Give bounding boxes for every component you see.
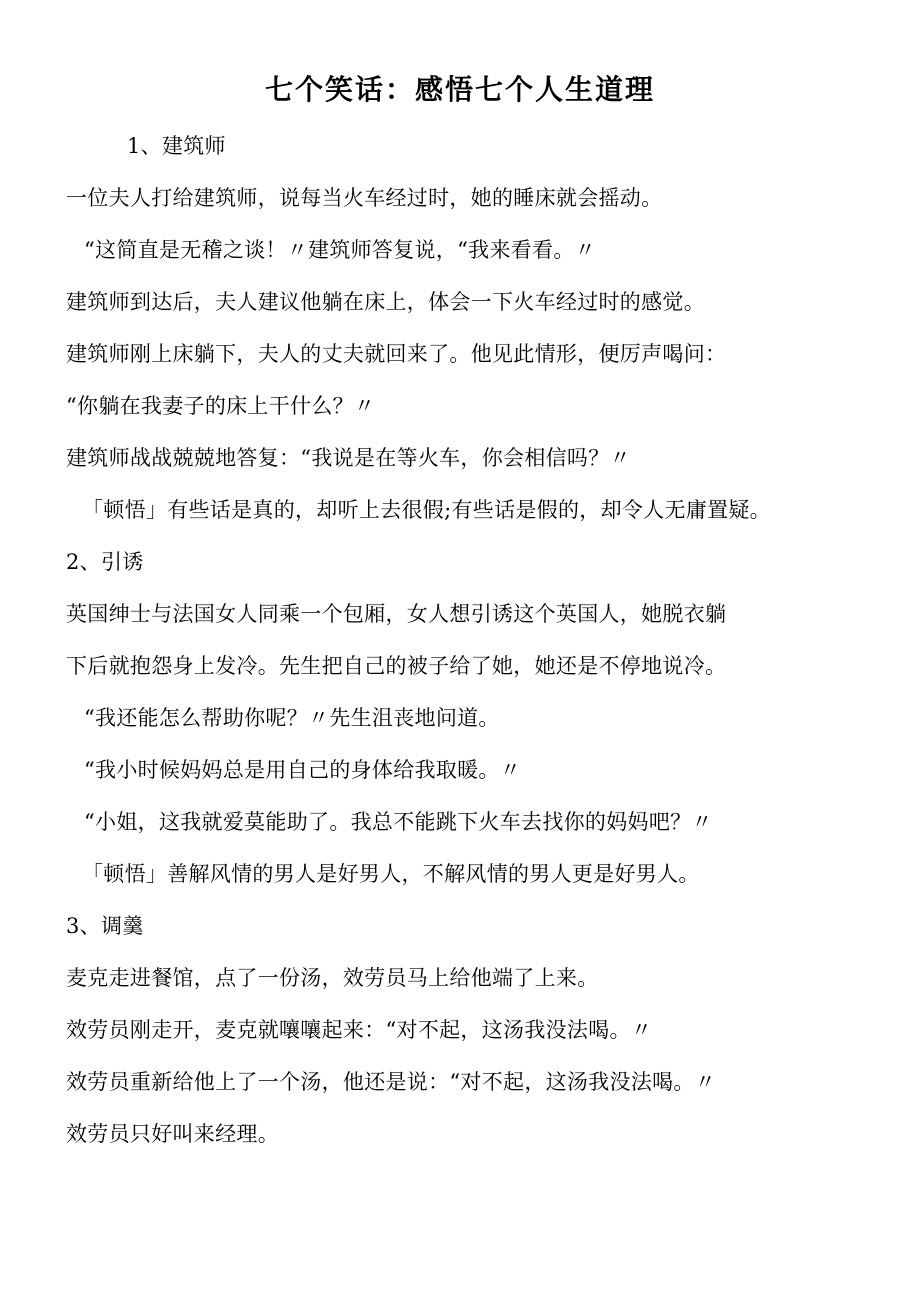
paragraph-line: “我还能怎么帮助你呢？〃先生沮丧地问道。 (84, 706, 500, 730)
paragraph-line: 麦克走进餐馆，点了一份汤，效劳员马上给他端了上来。 (66, 966, 599, 990)
paragraph-line: 英国绅士与法国女人同乘一个包厢，女人想引诱这个英国人，她脱衣躺 (66, 602, 727, 626)
paragraph-line: “我小时候妈妈总是用自己的身体给我取暖。〃 (84, 758, 522, 782)
paragraph-line: 效劳员重新给他上了一个汤，他还是说：“对不起，这汤我没法喝。〃 (66, 1070, 717, 1094)
paragraph-line: 效劳员刚走开，麦克就嚷嚷起来：“对不起，这汤我没法喝。〃 (66, 1018, 653, 1042)
document-title: 七个笑话：感悟七个人生道理 (264, 73, 655, 106)
paragraph-line: 建筑师刚上床躺下，夫人的丈夫就回来了。他见此情形，便厉声喝问： (66, 342, 727, 366)
paragraph-line: 一位夫人打给建筑师，说每当火车经过时，她的睡床就会摇动。 (66, 186, 663, 210)
insight-line: 「顿悟」善解风情的男人是好男人，不解风情的男人更是好男人。 (82, 862, 700, 886)
paragraph-line: “小姐，这我就爱莫能助了。我总不能跳下火车去找你的妈妈吧？〃 (84, 810, 713, 834)
paragraph-line: “这简直是无稽之谈！〃建筑师答复说，“我来看看。〃 (84, 238, 596, 262)
paragraph-line: 建筑师战战兢兢地答复：“我说是在等火车，你会相信吗？〃 (66, 446, 631, 470)
insight-line: 「顿悟」有些话是真的，却听上去很假;有些话是假的，却令人无庸置疑。 (82, 498, 771, 522)
paragraph-line: “你躺在我妻子的床上干什么？〃 (66, 394, 376, 418)
paragraph-line: 效劳员只好叫来经理。 (66, 1122, 279, 1146)
section-heading-2: 2、引诱 (66, 550, 144, 574)
paragraph-line: 建筑师到达后，夫人建议他躺在床上，体会一下火车经过时的感觉。 (66, 290, 705, 314)
paragraph-line: 下后就抱怨身上发冷。先生把自己的被子给了她，她还是不停地说冷。 (66, 654, 727, 678)
section-heading-1: 1、建筑师 (127, 134, 226, 158)
section-heading-3: 3、调羹 (66, 914, 144, 938)
